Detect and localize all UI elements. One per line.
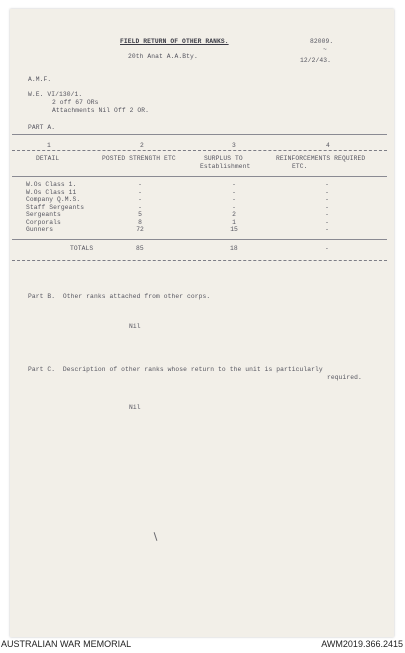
totals-label: TOTALS (70, 245, 94, 252)
row-detail: Corporals (26, 218, 61, 226)
posted-value: - (138, 188, 142, 196)
posted-value: 72 (136, 226, 144, 233)
attachments: Attachments Nil Off 2 OR. (52, 107, 149, 114)
totals-posted: 85 (136, 245, 144, 252)
column-number-1: 1 (47, 142, 51, 149)
part-c-value: Nil (129, 404, 141, 411)
reinforcements-column (312, 181, 342, 234)
column-number-4: 4 (326, 142, 330, 149)
footer-source: AUSTRALIAN WAR MEMORIAL (1, 639, 132, 649)
reinforcements-value: - (325, 196, 329, 203)
header-reinforcements: REINFORCEMENTS REQUIRED (276, 155, 366, 162)
surplus-value: 2 (232, 211, 236, 218)
footer-accession: AWM2019.366.2415 (321, 639, 403, 649)
part-a-label: PART A. (28, 124, 56, 131)
surplus-value: 1 (232, 218, 236, 226)
surplus-value: - (232, 203, 236, 211)
reinforcements-value: - (325, 211, 329, 218)
posted-value: - (138, 181, 142, 188)
surplus-value: - (232, 188, 236, 196)
totals-surplus: 18 (230, 245, 238, 252)
row-detail: W.Os Class 11 (26, 188, 77, 196)
reinforcements-value: - (325, 188, 329, 196)
reinforcements-value: - (325, 218, 329, 226)
establishment-ref: W.E. VI/130/1. (28, 91, 83, 98)
part-c-text: Part C. Description of other ranks whose return to the unit is particularly (28, 366, 323, 373)
posted-value: 5 (138, 211, 142, 218)
surplus-value: - (232, 196, 236, 203)
row-detail: W.Os Class 1. (26, 181, 77, 188)
reinforcements-value: - (325, 203, 329, 211)
reference-number: 82009. (310, 38, 334, 45)
unit-name: 20th Anat A.A.Bty. (128, 53, 198, 60)
totals-reinforcements: - (325, 245, 329, 252)
header-posted-strength: POSTED STRENGTH ETC (102, 155, 176, 162)
organisation: A.M.F. (28, 76, 52, 83)
header-surplus: SURPLUS TO (204, 155, 243, 162)
table-rule-bottom (12, 260, 387, 261)
part-c-text-line2: required. (327, 374, 362, 381)
table-rule-numbers (12, 150, 387, 151)
part-b-value: Nil (129, 323, 141, 330)
surplus-value: - (232, 181, 236, 188)
header-detail: DETAIL (36, 155, 60, 162)
table-rule-totals (12, 239, 387, 240)
part-b-text: Part B. Other ranks attached from other corps. (28, 293, 211, 300)
row-detail: Sergeants (26, 211, 61, 218)
row-detail: Staff Sergeants (26, 203, 85, 211)
reference-mark: ~ (323, 46, 327, 53)
column-number-3: 3 (232, 142, 236, 149)
column-number-2: 2 (140, 142, 144, 149)
reinforcements-value: - (325, 181, 329, 188)
establishment-officers: 2 off 67 ORs (52, 99, 99, 106)
table-rule-header (12, 176, 387, 177)
document-date: 12/2/43. (300, 57, 332, 64)
posted-value: 8 (138, 218, 142, 226)
document-title: FIELD RETURN OF OTHER RANKS. (120, 38, 229, 45)
row-detail: Company Q.M.S. (26, 196, 81, 203)
posted-value: - (138, 203, 142, 211)
row-detail: Gunners (26, 226, 54, 233)
posted-column (125, 181, 155, 234)
table-rule-top (12, 134, 387, 135)
reinforcements-value: - (325, 226, 329, 233)
surplus-value: 15 (230, 226, 238, 233)
surplus-column (219, 181, 249, 234)
header-reinforcements-line2: ETC. (292, 163, 308, 170)
header-surplus-line2: Establishment (200, 163, 251, 170)
posted-value: - (138, 196, 142, 203)
